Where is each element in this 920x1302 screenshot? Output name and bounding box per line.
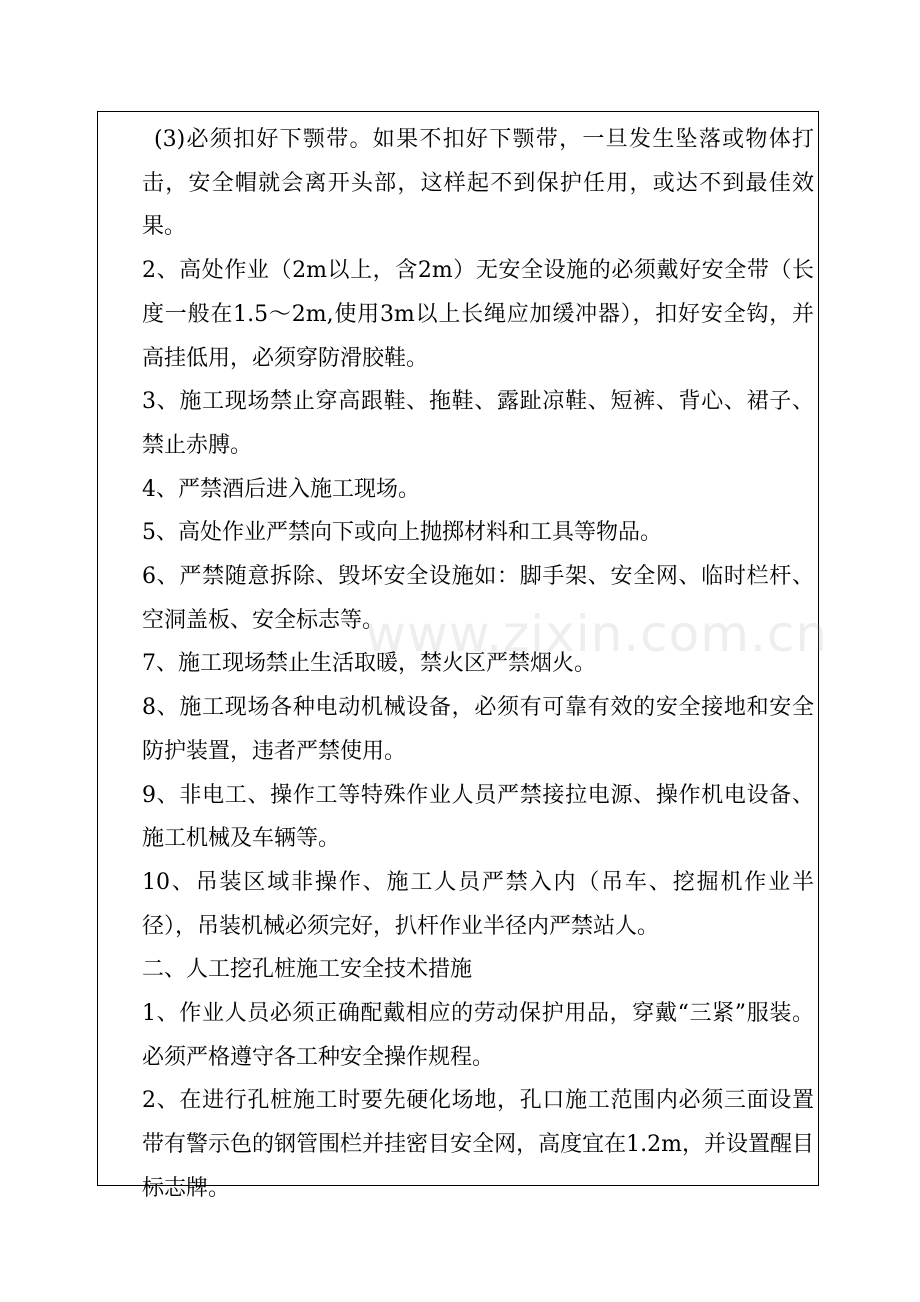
paragraph-item-3-footwear: 3、施工现场禁止穿高跟鞋、拖鞋、露趾凉鞋、短裤、背心、裙子、禁止赤膊。	[142, 389, 814, 458]
paragraph-pile-item-1-ppe: 1、作业人员必须正确配戴相应的劳动保护用品，穿戴“三紧”服装。必须严格遵守各工种安全操作规程。	[142, 1001, 814, 1070]
paragraph-helmet-chinstrap: (3)必须扣好下颚带。如果不扣好下颚带，一旦发生坠落或物体打击，安全帽就会离开头部，这样起不到保护任用，或达不到最佳效果。	[142, 127, 814, 240]
paragraph-item-2-safety-belt: 2、高处作业（2m以上，含2m）无安全设施的必须戴好安全带（长度一般在1.5～2m,使用3m以上长绳应加缓冲器），扣好安全钩，并高挂低用，必须穿防滑胶鞋。	[142, 258, 814, 371]
paragraph-item-5-no-throwing: 5、高处作业严禁向下或向上抛掷材料和工具等物品。	[142, 520, 662, 546]
section-heading-pile-safety: 二、人工挖孔桩施工安全技术措施	[142, 957, 473, 983]
paragraph-item-4-no-alcohol: 4、严禁酒后进入施工现场。	[142, 476, 420, 502]
table-cell-frame	[97, 111, 819, 1201]
paragraph-item-7-no-fire: 7、施工现场禁止生活取暖，禁火区严禁烟火。	[142, 651, 596, 677]
paragraph-item-8-grounding: 8、施工现场各种电动机械设备，必须有可靠有效的安全接地和安全防护装置，违者严禁使用。	[142, 695, 814, 764]
paragraph-pile-item-2-railing: 2、在进行孔桩施工时要先硬化场地，孔口施工范围内必须三面设置带有警示色的钢管围栏并挂密目安全网，高度宜在1.2m，并设置醒目标志牌。	[142, 1088, 814, 1201]
document-body	[142, 118, 814, 1211]
paragraph-item-9-electricians: 9、非电工、操作工等特殊作业人员严禁接拉电源、操作机电设备、施工机械及车辆等。	[142, 782, 814, 852]
paragraph-item-6-safety-facilities: 6、严禁随意拆除、毁坏安全设施如：脚手架、安全网、临时栏杆、空洞盖板、安全标志等。	[142, 564, 814, 633]
watermark-text: www.zixin.com.cn	[365, 605, 829, 663]
paragraph-item-10-lifting-zone: 10、吊装区域非操作、施工人员严禁入内（吊车、挖掘机作业半径），吊装机械必须完好，扒杆作业半径内严禁站人。	[142, 869, 814, 939]
